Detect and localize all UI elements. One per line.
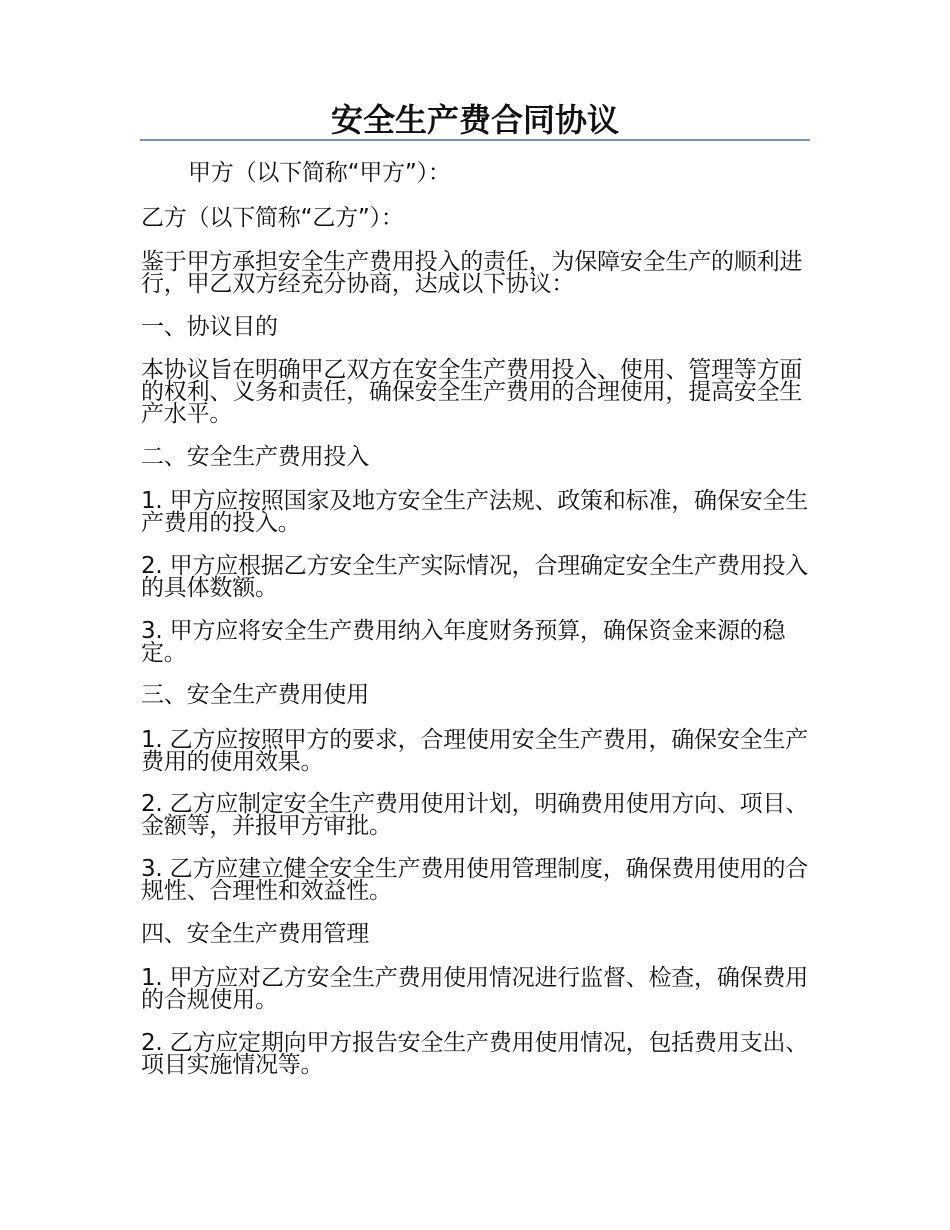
preamble-paragraph: 鉴于甲方承担安全生产费用投入的责任，为保障安全生产的顺利进行，甲乙双方经充分协商，达成以下协议： bbox=[141, 249, 803, 297]
section-heading-4: 四、安全生产费用管理 bbox=[141, 921, 370, 947]
section-heading-1: 一、协议目的 bbox=[141, 314, 278, 340]
section-4-item-2: 2. 乙方应定期向甲方报告安全生产费用使用情况，包括费用支出、项目实施情况等。 bbox=[141, 1030, 809, 1078]
section-3-item-2: 2. 乙方应制定安全生产费用使用计划，明确费用使用方向、项目、金额等，并报甲方审批。 bbox=[141, 791, 809, 839]
section-1-paragraph: 本协议旨在明确甲乙双方在安全生产费用投入、使用、管理等方面的权利、义务和责任，确保安全生产费用的合理使用，提高安全生产水平。 bbox=[141, 357, 803, 427]
party-b-line: 乙方（以下简称“乙方”）： bbox=[141, 205, 404, 231]
document-title: 安全生产费合同协议 bbox=[330, 101, 619, 139]
section-heading-3: 三、安全生产费用使用 bbox=[141, 682, 370, 708]
section-2-item-1: 1. 甲方应按照国家及地方安全生产法规、政策和标准，确保安全生产费用的投入。 bbox=[141, 488, 809, 536]
section-3-item-1: 1. 乙方应按照甲方的要求，合理使用安全生产费用，确保安全生产费用的使用效果。 bbox=[141, 727, 809, 775]
section-3-item-3: 3. 乙方应建立健全安全生产费用使用管理制度，确保费用使用的合规性、合理性和效益性。 bbox=[141, 856, 809, 904]
title-underline bbox=[140, 139, 810, 141]
section-2-item-2: 2. 甲方应根据乙方安全生产实际情况，合理确定安全生产费用投入的具体数额。 bbox=[141, 553, 809, 601]
section-4-item-1: 1. 甲方应对乙方安全生产费用使用情况进行监督、检查，确保费用的合规使用。 bbox=[141, 965, 809, 1013]
section-2-item-3: 3. 甲方应将安全生产费用纳入年度财务预算，确保资金来源的稳定。 bbox=[141, 618, 786, 666]
section-heading-2: 二、安全生产费用投入 bbox=[141, 444, 370, 470]
party-a-line: 甲方（以下简称“甲方”）： bbox=[188, 160, 451, 186]
